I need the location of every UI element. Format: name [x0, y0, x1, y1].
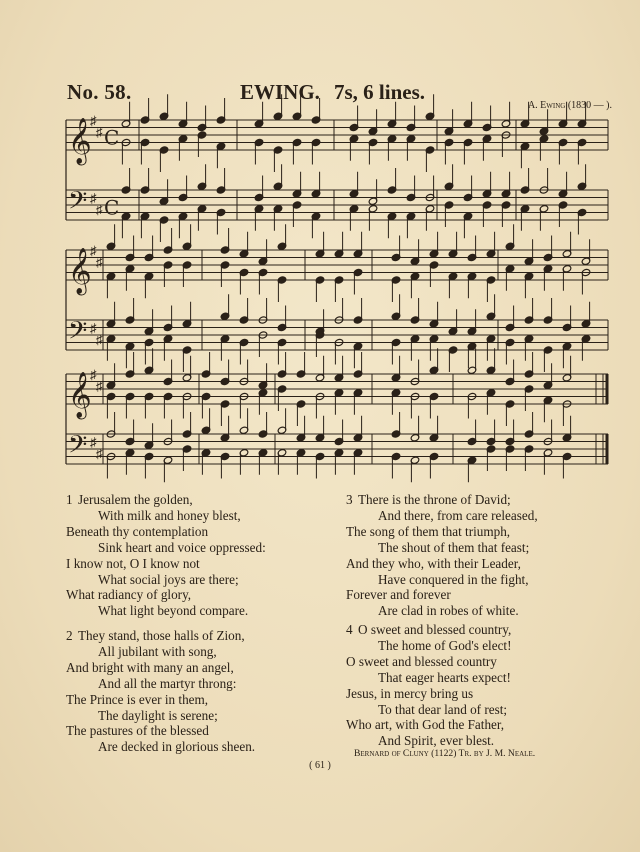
verse-line-text: The home of God's elect!	[378, 637, 512, 653]
verse-number: 2	[66, 628, 73, 643]
sharp-icon: ♯	[90, 190, 97, 206]
verse-line	[66, 708, 255, 724]
bass-clef-icon: 𝄢	[68, 186, 88, 222]
verse-line-text: Jesus, in mercy bring us	[346, 685, 474, 701]
sharp-icon: ♯	[96, 378, 103, 394]
verse-line-text: I know not, O I know not	[66, 555, 200, 571]
bass-clef-icon: 𝄢	[68, 316, 88, 352]
verse-line-text: All jubilant with song,	[98, 643, 217, 659]
verse-line	[66, 660, 255, 676]
verse-line-text: O sweet and blessed country	[346, 653, 497, 669]
verse-1	[66, 492, 266, 619]
verse-line	[66, 492, 266, 508]
verse-line-text: Who art, with God the Father,	[346, 717, 505, 733]
common-time-icon: C	[104, 125, 120, 150]
verse-line-text: With milk and honey blest,	[98, 507, 241, 523]
verse-line-text: Are decked in glorious sheen.	[98, 739, 256, 755]
verse-line-text: And all the martyr throng:	[98, 675, 237, 691]
verse-number: 1	[66, 492, 73, 507]
verse-line-text: And bright with many an angel,	[66, 659, 234, 675]
verse-line	[346, 702, 511, 718]
verse-3	[346, 492, 538, 619]
verse-line-text: Sink heart and voice oppressed:	[98, 539, 266, 555]
verse-line-text: The Prince is ever in them,	[66, 691, 209, 707]
verse-line-text: Forever and forever	[346, 587, 451, 603]
verse-line	[346, 733, 511, 749]
verse-line	[66, 587, 266, 603]
verse-line-text: Have conquered in the fight,	[378, 571, 529, 587]
sharp-icon: ♯	[96, 201, 103, 217]
verse-line	[346, 686, 511, 702]
sharp-icon: ♯	[90, 320, 97, 336]
sharp-icon: ♯	[96, 331, 103, 347]
verse-line	[66, 556, 266, 572]
hymn-number: No. 58.	[67, 80, 132, 104]
verse-line	[66, 603, 266, 619]
verse-line-text: The daylight is serene;	[98, 707, 218, 723]
verse-line-text: The pastures of the blessed	[66, 723, 209, 739]
verse-line-text: That eager hearts expect!	[378, 669, 511, 685]
verse-line	[346, 524, 538, 540]
verse-line	[346, 654, 511, 670]
verse-line-text: The shout of them that feast;	[378, 539, 530, 555]
verse-line-text: What light beyond compare.	[98, 603, 249, 619]
verse-line-text: There is the throne of David;	[358, 492, 511, 507]
verse-number: 3	[346, 492, 353, 507]
hymn-title: EWING.	[240, 80, 320, 104]
composer-name: A. Ewing	[527, 100, 566, 111]
verse-line	[66, 644, 255, 660]
verse-line	[66, 540, 266, 556]
sharp-icon: ♯	[96, 124, 103, 140]
verse-line	[66, 676, 255, 692]
verse-line	[346, 603, 538, 619]
composer-date: (1830 — ).	[567, 100, 612, 111]
verse-line	[346, 492, 538, 508]
text-attribution: Bernard of Cluny (1122) Tr. by J. M. Neale.	[354, 748, 536, 759]
verse-line	[346, 670, 511, 686]
sharp-icon: ♯	[90, 367, 97, 382]
verse-line-text: And they who, with their Leader,	[346, 555, 521, 571]
verse-line	[66, 508, 266, 524]
verse-number: 4	[346, 622, 353, 637]
verse-line-text: Are clad in robes of white.	[378, 603, 519, 619]
sharp-icon: ♯	[96, 254, 103, 270]
verse-line	[66, 692, 255, 708]
common-time-icon: C	[104, 195, 120, 220]
verse-line-text: And Spirit, ever blest.	[378, 733, 495, 749]
treble-clef-icon: 𝄞	[68, 248, 92, 294]
bass-clef-icon: 𝄢	[68, 430, 88, 466]
verse-line	[346, 572, 538, 588]
page-number: ( 61 )	[309, 760, 331, 771]
verse-line	[346, 508, 538, 524]
verse-line	[66, 524, 266, 540]
verse-2	[66, 628, 255, 755]
verse-line-text: And there, from care released,	[378, 507, 538, 523]
verse-line-text: Jerusalem the golden,	[78, 492, 193, 507]
verse-line-text: What social joys are there;	[98, 571, 239, 587]
verse-line-text: What radiancy of glory,	[66, 587, 192, 603]
verse-line	[346, 717, 511, 733]
verse-line-text: They stand, those halls of Zion,	[78, 628, 245, 643]
verse-line	[346, 622, 511, 638]
sharp-icon: ♯	[90, 113, 97, 128]
verse-line	[346, 556, 538, 572]
verse-line-text: O sweet and blessed country,	[358, 622, 512, 637]
verse-4	[346, 622, 511, 749]
verse-line	[66, 739, 255, 755]
sharp-icon: ♯	[90, 243, 97, 258]
sharp-icon: ♯	[90, 434, 97, 450]
verse-line-text: The song of them that triumph,	[346, 523, 511, 539]
verse-line	[66, 723, 255, 739]
sharp-icon: ♯	[96, 445, 103, 461]
treble-clef-icon: 𝄞	[68, 372, 92, 418]
verse-line	[346, 587, 538, 603]
verse-line	[66, 572, 266, 588]
verse-line-text: To that dear land of rest;	[378, 701, 508, 717]
verse-line	[346, 638, 511, 654]
verse-line-text: Beneath thy contemplation	[66, 523, 209, 539]
verse-line	[66, 628, 255, 644]
verse-line	[346, 540, 538, 556]
treble-clef-icon: 𝄞	[68, 118, 92, 164]
hymn-meter: 7s, 6 lines.	[334, 80, 426, 104]
